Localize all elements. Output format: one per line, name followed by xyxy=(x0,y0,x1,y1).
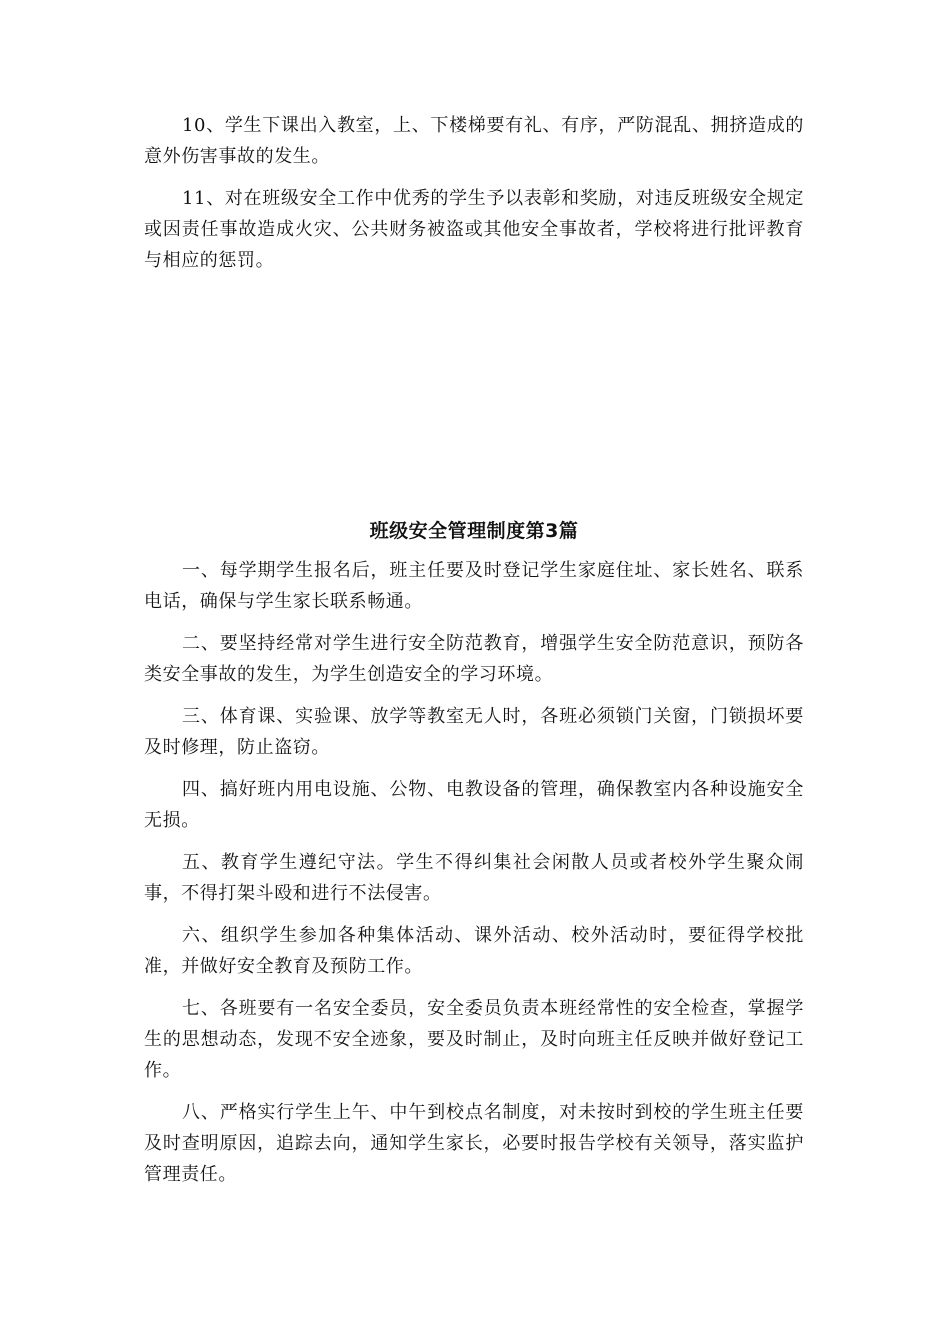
continued-rules xyxy=(144,110,804,287)
rule-paragraph-10: 10、学生下课出入教室，上、下楼梯要有礼、有序，严防混乱、拥挤造成的意外伤害事故的发生。 xyxy=(144,115,804,167)
section-3 xyxy=(144,513,804,1201)
section-paragraph-5: 五、教育学生遵纪守法。学生不得纠集社会闲散人员或者校外学生聚众闹事，不得打架斗殴和进行不法侵害。 xyxy=(144,852,804,904)
section-paragraph-3: 三、体育课、实验课、放学等教室无人时，各班必须锁门关窗，门锁损坏要及时修理，防止盗窃。 xyxy=(144,706,804,758)
section-title: 班级安全管理制度第3篇 xyxy=(369,520,579,542)
section-paragraph-2: 二、要坚持经常对学生进行安全防范教育，增强学生安全防范意识，预防各类安全事故的发生，为学生创造安全的学习环境。 xyxy=(144,633,804,685)
section-paragraph-8: 八、严格实行学生上午、中午到校点名制度，对未按时到校的学生班主任要及时查明原因，追踪去向，通知学生家长，必要时报告学校有关领导，落实监护管理责任。 xyxy=(144,1102,804,1185)
section-paragraph-4: 四、搞好班内用电设施、公物、电教设备的管理，确保教室内各种设施安全无损。 xyxy=(144,779,804,831)
section-paragraph-1: 一、每学期学生报名后，班主任要及时登记学生家庭住址、家长姓名、联系电话，确保与学生家长联系畅通。 xyxy=(144,560,804,612)
rule-paragraph-11: 11、对在班级安全工作中优秀的学生予以表彰和奖励，对违反班级安全规定或因责任事故造成火灾、公共财务被盗或其他安全事故者，学校将进行批评教育与相应的惩罚。 xyxy=(144,188,804,271)
section-paragraph-6: 六、组织学生参加各种集体活动、课外活动、校外活动时，要征得学校批准，并做好安全教育及预防工作。 xyxy=(144,925,804,977)
section-paragraph-7: 七、各班要有一名安全委员，安全委员负责本班经常性的安全检查，掌握学生的思想动态，发现不安全迹象，要及时制止，及时向班主任反映并做好登记工作。 xyxy=(144,998,804,1081)
